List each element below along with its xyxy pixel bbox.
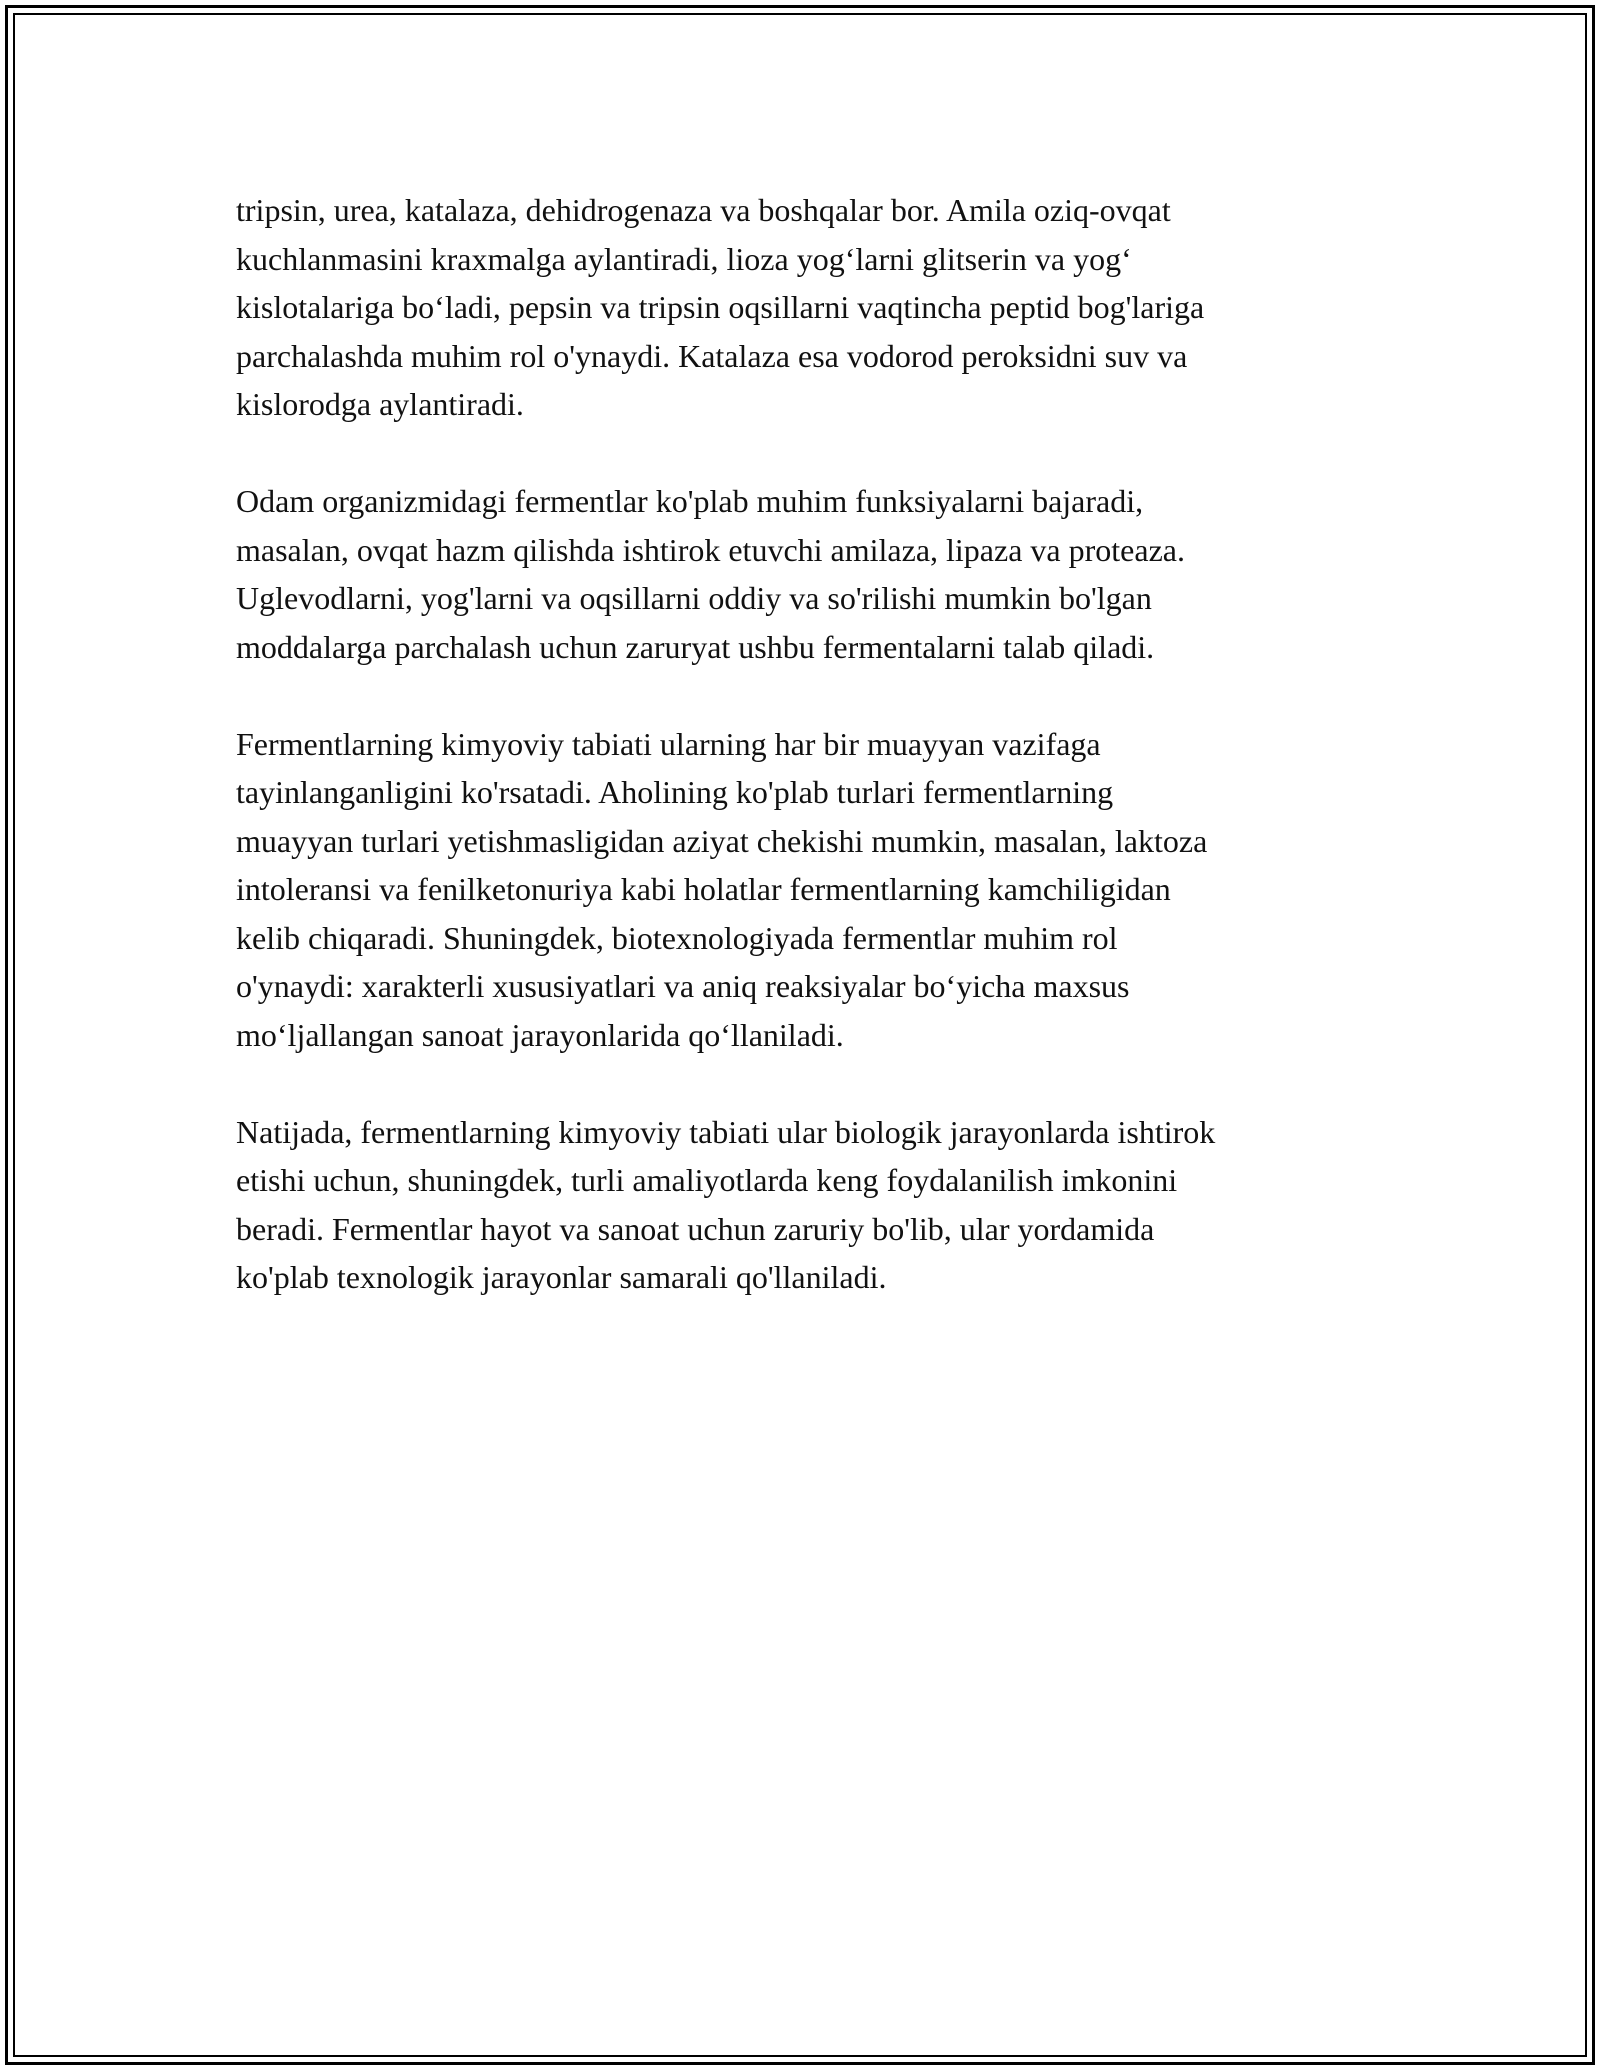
document-body — [236, 186, 1366, 1302]
paragraph-conclusion: Natijada, fermentlarning kimyoviy tabiati ular biologik jarayonlarda ishtirok etishi uchun, shuningdek, turli amaliyotlarda keng foydalanilish imkonini beradi. Fermentlar hayot va sanoat uchun zaruriy bo'lib, ular yordamida ko'plab texnologik jarayonlar samarali qo'llaniladi. — [236, 1113, 1216, 1295]
paragraph-chemical-nature: Fermentlarning kimyoviy tabiati ularning har bir muayyan vazifaga tayinlanganligini ko'rsatadi. Aholining ko'plab turlari fermentlarning muayyan turlari yetishmasligidan aziyat chekishi mumkin, masalan, laktoza intoleransi va fenilketonuriya kabi holatlar fermentlarning kamchiligidan kelib chiqaradi. Shuningdek, biotexnologiyada fermentlar muhim rol o'ynaydi: xarakterli xususiyatlari va aniq reaksiyalar bo‘yicha maxsus mo‘ljallangan sanoat jarayonlarida qo‘llaniladi. — [236, 725, 1208, 1053]
paragraph-human-enzymes: Odam organizmidagi fermentlar ko'plab muhim funksiyalarni bajaradi, masalan, ovqat hazm qilishda ishtirok etuvchi amilaza, lipaza va proteaza. Uglevodlarni, yog'larni va oqsillarni oddiy va so'rilishi mumkin bo'lgan moddalarga parchalash uchun zaruryat ushbu fermentalarni talab qiladi. — [236, 483, 1185, 665]
paragraph-enzymes-list: tripsin, urea, katalaza, dehidrogenaza va boshqalar bor. Amila oziq-ovqat kuchlanmasini kraxmalga aylantiradi, lioza yog‘larni glitserin va yog‘ kislotalariga bo‘ladi, pepsin va tripsin oqsillarni vaqtincha peptid bog'lariga parchalashda muhim rol o'ynaydi. Katalaza esa vodorod peroksidni suv va kislorodga aylantiradi. — [236, 192, 1205, 422]
